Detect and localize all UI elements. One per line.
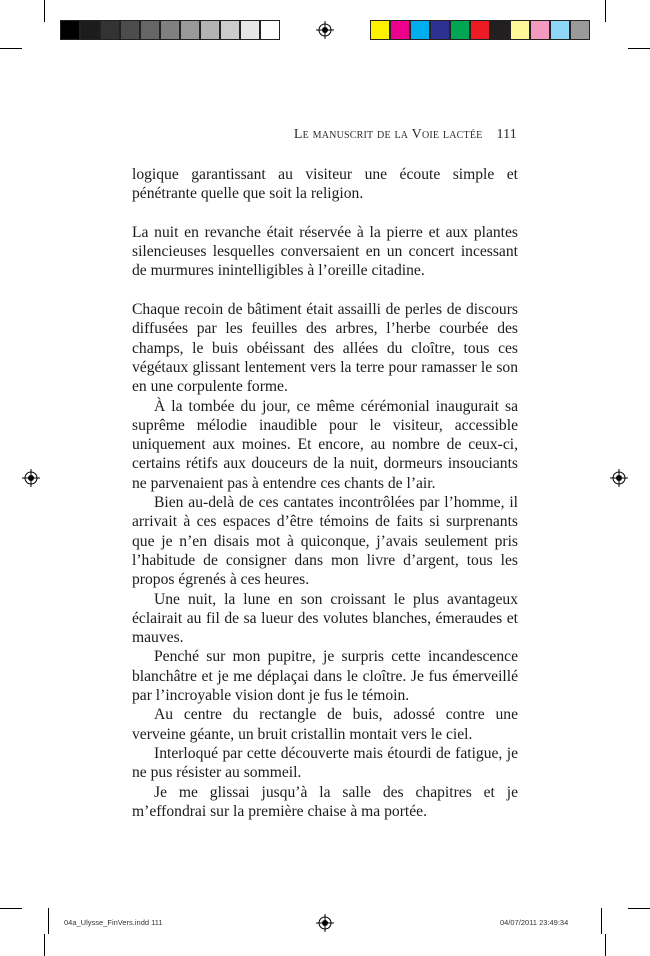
color-swatch [410, 20, 430, 40]
color-swatch [80, 20, 100, 40]
color-swatch [160, 20, 180, 40]
color-swatch [370, 20, 390, 40]
paragraph: Au centre du rectangle de buis, adossé contre une verveine géante, un bruit cristallin montait vers le ciel. [132, 706, 518, 743]
color-swatch [220, 20, 240, 40]
running-header [132, 127, 517, 143]
crop-mark [0, 908, 22, 909]
paragraph: Chaque recoin de bâtiment était assailli de perles de discours diffusées par les feuilles des arbres, l’herbe courbée des champs, le buis obéissant des allées du cloître, tous ces végétaux glissant lentement vers la terre pour ramasser le son en une corpulente forme. [132, 301, 518, 396]
crop-mark [0, 48, 22, 49]
registration-mark-icon [610, 469, 628, 487]
cmyk-color-bar [370, 20, 590, 40]
paragraph: La nuit en revanche était réservée à la pierre et aux plantes silencieuses lesquelles conversaient en un concert incessant de murmures inintelligibles à l’oreille citadine. [132, 223, 518, 280]
paragraph: À la tombée du jour, ce même cérémonial inaugurait sa suprême mélodie inaudible pour le visiteur, accessible uniquement aux moines. Et encore, au nombre de ceux-ci, certains rétifs aux douceurs de la nuit, dormeurs insouciants ne parvenaient pas à entendre ces chants de l’air. [132, 397, 518, 492]
color-swatch [140, 20, 160, 40]
color-swatch [430, 20, 450, 40]
color-swatch [200, 20, 220, 40]
slug-datetime: 04/07/2011 23:49:34 [500, 918, 569, 927]
slug-file-info: 04a_Ulysse_FinVers.indd 111 [64, 918, 163, 927]
color-swatch [450, 20, 470, 40]
color-swatch [390, 20, 410, 40]
running-title: Le manuscrit de la Voie lactée [293, 127, 483, 142]
paragraph: Penché sur mon pupitre, je surpris cette incandescence blanchâtre et je me déplaçai dans le cloître. Je fus émerveillé par l’incroyable vision dont je fus le témoin. [132, 648, 518, 705]
crop-mark [605, 934, 606, 956]
color-swatch [100, 20, 120, 40]
color-swatch [530, 20, 550, 40]
color-swatch [240, 20, 260, 40]
paragraph: Interloqué par cette découverte mais étourdi de fatigue, je ne pus résister au sommeil. [132, 744, 518, 782]
registration-mark-icon [316, 21, 334, 39]
color-swatch [120, 20, 140, 40]
color-swatch [60, 20, 80, 40]
paragraph: Une nuit, la lune en son croissant le plus avantageux éclairait au fil de sa lueur des volutes blanches, émeraudes et mauves. [132, 590, 518, 647]
grayscale-color-bar [60, 20, 280, 40]
color-swatch [260, 20, 280, 40]
color-swatch [570, 20, 590, 40]
paragraph: Bien au-delà de ces cantates incontrôlées par l’homme, il arrivait à ces espaces d’être témoins de faits si surprenants que je n’en disais mot à quiconque, j’avais seulement pris l’habitude de consigner dans mon livre d’argent, tous les propos égrenés à ces heures. [132, 494, 518, 589]
paragraph: Je me glissai jusqu’à la salle des chapitres et je m’effondrai sur la première chaise à ma portée. [132, 783, 518, 820]
crop-mark [44, 934, 45, 956]
paragraph: logique garantissant au visiteur une écoute simple et pénétrante quelle que soit la religion. [132, 166, 518, 203]
crop-mark [48, 908, 49, 934]
registration-mark-icon [22, 469, 40, 487]
color-swatch [470, 20, 490, 40]
color-swatch [510, 20, 530, 40]
registration-mark-icon [316, 914, 334, 932]
crop-mark [628, 48, 650, 49]
color-swatch [180, 20, 200, 40]
crop-mark [628, 908, 650, 909]
body-text [132, 165, 518, 821]
color-swatch [490, 20, 510, 40]
crop-mark [601, 908, 602, 934]
crop-mark [44, 0, 45, 22]
page-number: 111 [496, 127, 517, 142]
color-swatch [550, 20, 570, 40]
crop-mark [605, 0, 606, 22]
